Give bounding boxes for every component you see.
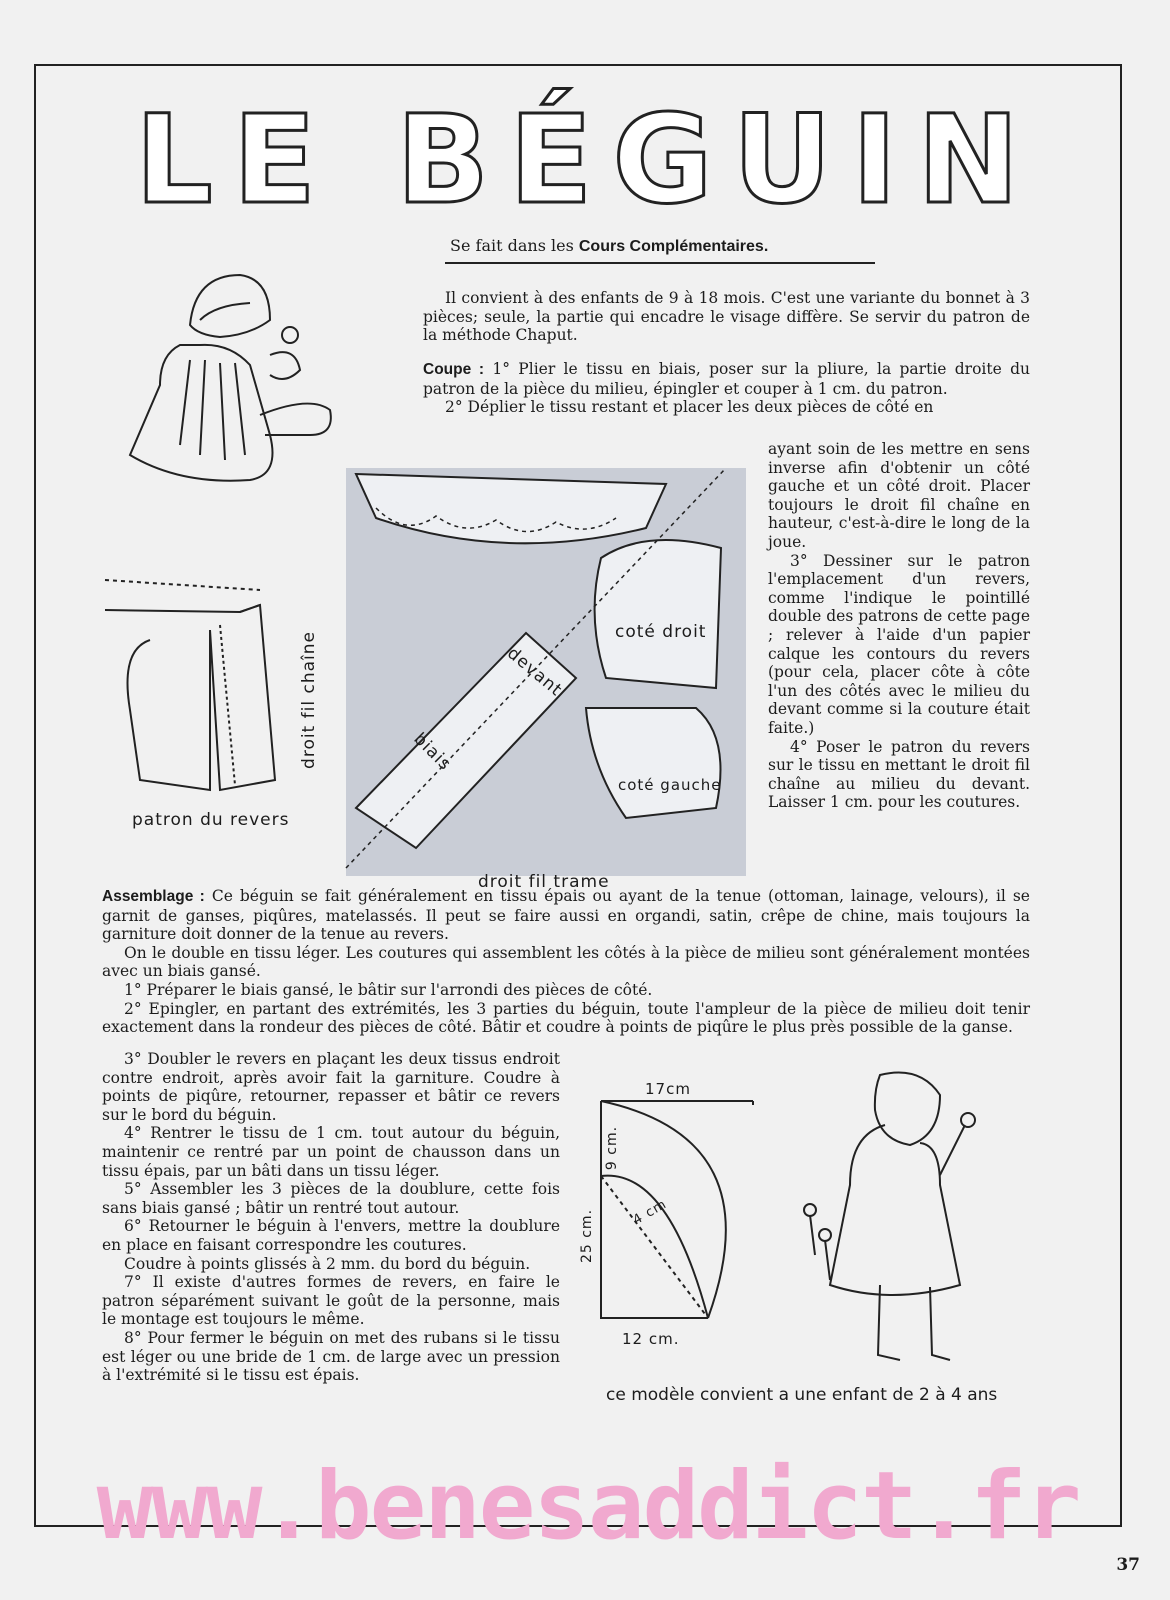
coupe-p1: 1° Plier le tissu en biais, poser sur la pliure, la partie droite du patron de la pièce du milieu, épingler et couper à 1 cm. du patron. bbox=[423, 360, 1030, 398]
title-letter: É bbox=[509, 89, 595, 231]
subtitle-text: Se fait dans les bbox=[450, 236, 579, 255]
label-modele: ce modèle convient a une enfant de 2 à 4 ans bbox=[606, 1385, 998, 1405]
intro-text: Il convient à des enfants de 9 à 18 mois. C'est une variante du bonnet à 3 pièces; seule, la partie qui encadre le visage diffère. Se servir du patron de la méthode Chaput. bbox=[423, 289, 1030, 345]
title-letter: B bbox=[396, 89, 492, 231]
revers-pattern-drawing-icon bbox=[100, 570, 300, 800]
child-illustration-icon bbox=[790, 1065, 1030, 1375]
subtitle-underline bbox=[445, 262, 875, 264]
dim-25cm: 25 cm. bbox=[579, 1208, 596, 1264]
label-cote-droit: coté droit bbox=[615, 622, 707, 642]
assemblage-p2: 2° Epingler, en partant des extrémités, les 3 parties du béguin, toute l'ampleur de la pièce de milieu doit tenir exactement dans la rondeur des pièces de côté. Bâtir et coudre à points de piqûre le plus près possible de la ganse. bbox=[102, 999, 1030, 1037]
subtitle bbox=[450, 236, 768, 256]
coupe-p2b: ayant soin de les mettre en sens inverse afin d'obtenir un côté gauche et un côté droit. Placer toujours le droit fil chaîne en hauteur, c'est-à-dire le long de la joue. bbox=[768, 440, 1030, 551]
assemblage-p0: Ce béguin se fait généralement en tissu épais ou ayant de la tenue (ottoman, lainage, velours), il se garnit de ganses, piqûres, matelassés. Il peut se faire aussi en organdi, satin, crêpe de chine, mais toujours la garniture doit donner de la tenue au revers. bbox=[102, 887, 1030, 944]
assemblage-p0b: On le double en tissu léger. Les coutures qui assemblent les côtés à la pièce de milieu sont généralement montées avec un biais gansé. bbox=[102, 943, 1030, 981]
title-letter: I bbox=[851, 89, 900, 231]
assemblage-p8: 8° Pour fermer le béguin on met des rubans si le tissu est léger ou une bride de 1 cm. de large avec un pression à l'extrémité si le tissu est épais. bbox=[102, 1328, 560, 1385]
dim-4cm: 4 cm bbox=[630, 1196, 670, 1229]
title-letter: E bbox=[232, 89, 319, 231]
title-letter: G bbox=[612, 89, 715, 231]
dim-9cm: 9 cm. bbox=[604, 1125, 621, 1171]
title-letter: N bbox=[917, 89, 1022, 231]
measurement-diagram-icon bbox=[598, 1098, 758, 1320]
assemblage-section bbox=[102, 887, 1030, 1037]
dim-12cm: 12 cm. bbox=[622, 1330, 680, 1348]
page-number: 37 bbox=[1116, 1555, 1140, 1575]
assemblage-p1: 1° Préparer le biais gansé, le bâtir sur l'arrondi des pièces de côté. bbox=[124, 980, 653, 999]
label-devant: devant bbox=[503, 643, 566, 701]
assemblage-p3: 3° Doubler le revers en plaçant les deux tissus endroit contre endroit, après avoir fait la garniture. Coudre à points de piqûre, retourner, repasser et bâtir ce revers sur le bord du béguin. bbox=[102, 1050, 560, 1124]
assemblage-p4: 4° Rentrer le tissu de 1 cm. tout autour du béguin, maintenir ce rentré par un point de chausson dans un tissu épais, par un bâti dans un tissu léger. bbox=[102, 1124, 560, 1180]
page-title bbox=[135, 89, 1022, 231]
title-letter: L bbox=[135, 89, 215, 231]
assemblage-label: Assemblage : bbox=[102, 888, 205, 905]
title-letter: U bbox=[732, 89, 834, 231]
baby-illustration-icon bbox=[120, 265, 350, 495]
watermark: www.benesaddict.fr bbox=[96, 1452, 1080, 1561]
label-droit-fil-trame: droit fil trame bbox=[478, 872, 610, 892]
assemblage-p6: 6° Retourner le béguin à l'envers, mettre la doublure en place en faisant correspondre les coutures. bbox=[102, 1217, 560, 1254]
subtitle-bold: Cours Complémentaires. bbox=[578, 238, 769, 255]
coupe-p4: 4° Poser le patron du revers sur le tissu en mettant le droit fil chaîne au milieu du devant. Laisser 1 cm. pour les coutures. bbox=[768, 737, 1030, 812]
label-biais: biais bbox=[409, 729, 456, 775]
assemblage-column bbox=[102, 1050, 560, 1385]
label-droit-fil-chaine: droit fil chaîne bbox=[298, 631, 319, 769]
coupe-p3: 3° Dessiner sur le patron l'emplacement d'un revers, comme l'indique le pointillé double des patrons de cette page ; relever à l'aide d'un papier calque les contours du revers (pour cela, placer côte à côte l'un des côtés avec le milieu du devant comme si la couture était faite.) bbox=[768, 551, 1030, 737]
assemblage-p7: 7° Il existe d'autres formes de revers, en faire le patron séparément suivant le goût de la personne, mais le montage est toujours le même. bbox=[102, 1273, 560, 1329]
intro-paragraph bbox=[423, 289, 1030, 345]
coupe-column bbox=[768, 440, 1030, 812]
coupe-p2a: 2° Déplier le tissu restant et placer les deux pièces de côté en bbox=[445, 398, 934, 417]
assemblage-p6b: Coudre à points glissés à 2 mm. du bord du béguin. bbox=[124, 1254, 531, 1273]
label-cote-gauche: coté gauche bbox=[618, 776, 722, 794]
assemblage-p5: 5° Assembler les 3 pièces de la doublure, cette fois sans biais gansé ; bâtir un rentré tout autour. bbox=[102, 1180, 560, 1217]
coupe-label: Coupe : bbox=[423, 361, 485, 378]
coupe-section bbox=[423, 360, 1030, 417]
label-patron-revers: patron du revers bbox=[132, 810, 290, 830]
dim-17cm: 17cm bbox=[645, 1080, 691, 1098]
